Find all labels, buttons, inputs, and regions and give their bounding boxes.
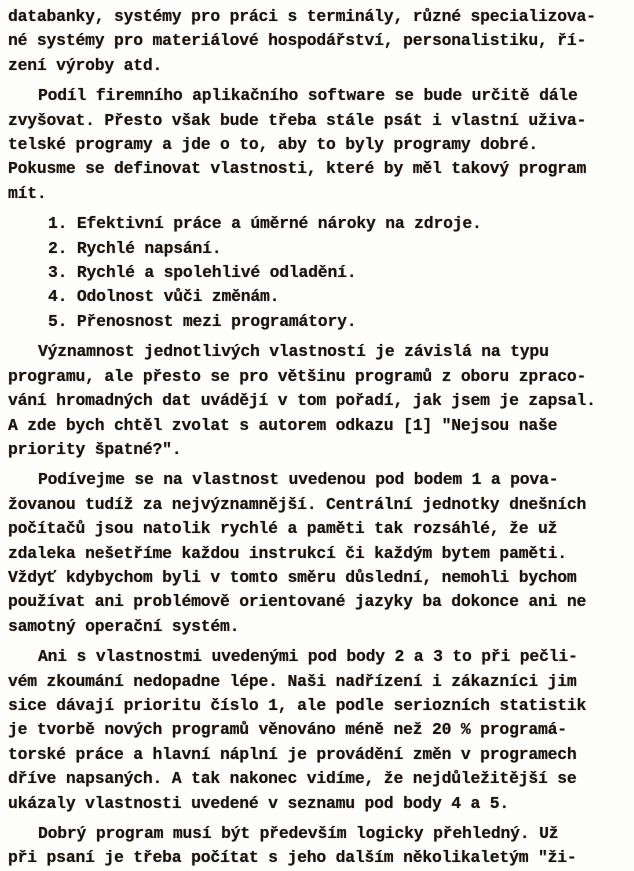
text-line: samotný operační systém. (8, 616, 240, 636)
text-line: Podíl firemního aplikačního software se bude určitě dále (38, 86, 578, 106)
text-line: při psaní je třeba počítat s jeho dalším několikaletým "ži- (8, 848, 577, 868)
text-line: ukázaly vlastnosti uvedené v seznamu pod body 4 a 5. (8, 793, 510, 813)
text-line: je tvorbě nových programů věnováno méně než 20 % programá- (8, 720, 567, 740)
text-line: programu, ale přesto se pro většinu programů z oboru zpraco- (8, 366, 587, 386)
text-line: zdaleka nešetříme každou instrukcí či každým bytem paměti. (8, 543, 567, 563)
list-item: 5. Přenosnost mezi programátory. (48, 311, 357, 331)
paragraph (8, 340, 630, 462)
text-line: zení výroby atd. (8, 55, 163, 75)
text-line: Významnost jednotlivých vlastností je závislá na typu (38, 342, 549, 362)
text-line-with-reference: A zde bych chtěl zvolat s autorem odkazu [1] "Nejsou naše (8, 415, 558, 435)
list-item: 2. Rychlé napsání. (48, 238, 222, 258)
paragraph (8, 645, 630, 816)
text-line: vání hromadných dat uvádějí v tom pořadí, jak jsem je zapsal. (8, 391, 596, 411)
paragraph (8, 468, 630, 639)
text-line: mít. (8, 183, 47, 203)
paragraph-continuation (8, 5, 630, 78)
paragraph (8, 84, 630, 206)
text-line: Vždyť kdybychom byli v tomto směru důslední, nemohli bychom (8, 567, 577, 587)
text-line: vém zkoumání nedopadne lépe. Naši nadřízení i zákazníci jim (8, 671, 577, 691)
list-item: 3. Rychlé a spolehlivé odladění. (48, 263, 357, 283)
text-line: Dobrý program musí být především logicky přehledný. Už (38, 824, 559, 843)
text-line: sice dávají prioritu číslo 1, ale podle seriozních statistik (8, 695, 587, 715)
text-line: priority špatné?". (8, 439, 182, 459)
list-item: 4. Odolnost vůči změnám. (48, 287, 280, 307)
text-line: Pokusme se definovat vlastnosti, které by měl takový program (8, 159, 587, 179)
numbered-list (8, 212, 630, 334)
text-line: torské práce a hlavní náplní je provádění změn v programech (8, 744, 577, 764)
text-line: dříve napsaných. A tak nakonec vidíme, že nejdůležitější se (8, 769, 577, 789)
text-line: telské programy a jde o to, aby to byly programy dobré. (8, 135, 538, 155)
text-line: Ani s vlastnostmi uvedenými pod body 2 a 3 to při pečli- (38, 647, 578, 667)
text-line: né systémy pro materiálové hospodářství, personalistiku, ří- (8, 31, 587, 51)
paragraph (8, 822, 630, 871)
text-line: Podívejme se na vlastnost uvedenou pod bodem 1 a pova- (38, 470, 559, 490)
text-line: žovanou tudíž za nejvýznamnější. Centrální jednotky dnešních (8, 494, 587, 514)
list-item: 1. Efektivní práce a úměrné nároky na zdroje. (48, 214, 482, 234)
text-line: databanky, systémy pro práci s terminály, různé specializova- (8, 7, 596, 26)
text-line: používat ani problémově orientované jazyky ba dokonce ani ne (8, 592, 587, 612)
text-line: počítačů jsou natolik rychlé a paměti tak rozsáhlé, že už (8, 519, 558, 539)
text-line: zvyšovat. Přesto však bude třeba stále psát i vlastní uživa- (8, 110, 587, 130)
